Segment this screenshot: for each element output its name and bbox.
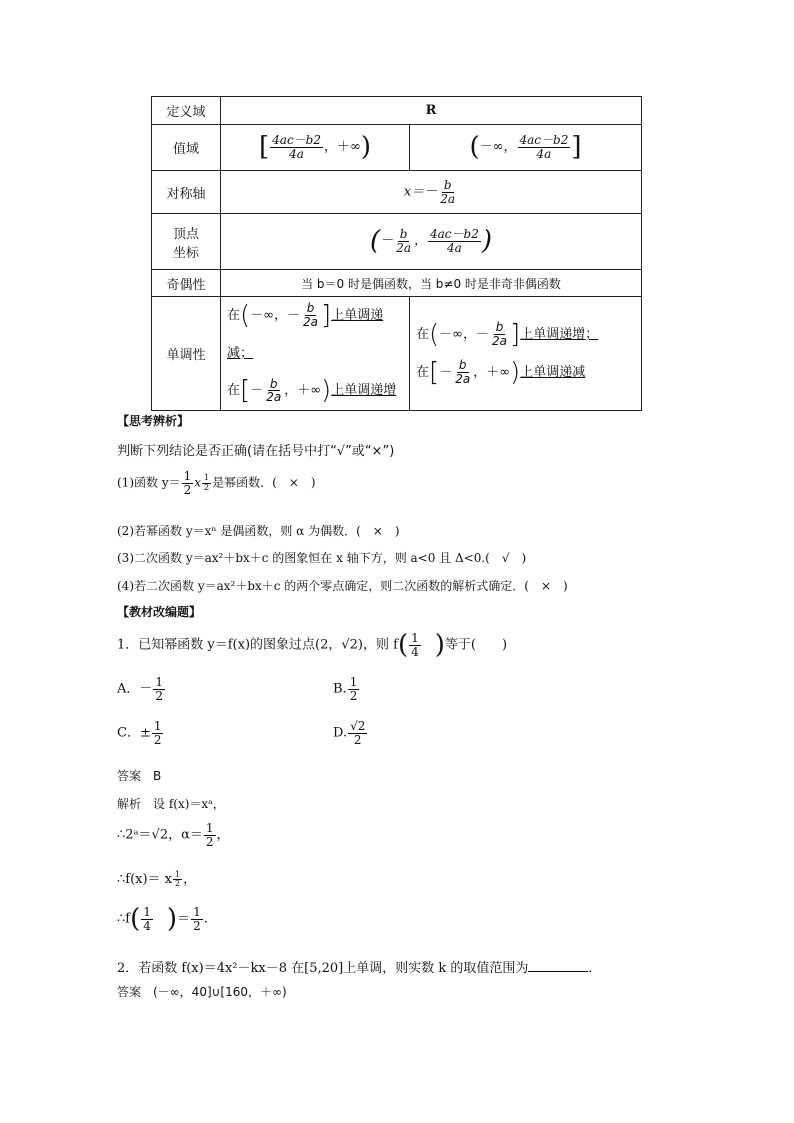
option-b: B. $\frac{1}{2}$ — [333, 675, 358, 703]
think-item-4: (4)若二次函数 y＝ax²＋bx＋c 的两个零点确定，则二次函数的解析式确定．( × ) — [117, 579, 568, 593]
analysis-step-3: ∴f( $\frac{1}{4}$ )＝ $\frac{1}{2}$ . — [117, 904, 208, 935]
option-a: A．－ $\frac{1}{2}$ — [117, 675, 164, 703]
answer-2: 答案 (－∞，40]∪[160，＋∞) — [117, 985, 287, 999]
parity-value: 当 b＝0 时是偶函数，当 b≠0 时是非奇非偶函数 — [221, 270, 642, 297]
question-1: 1．已知幂函数 y＝f(x)的图象过点(2，√2)，则 f( $\frac{1}{4}$ )等于( ) — [117, 630, 508, 661]
answer-blank[interactable] — [528, 959, 588, 972]
question-2: 2．若函数 f(x)＝4x²－kx－8 在[5,20]上单调，则实数 k 的取值范围为 ． — [117, 961, 602, 976]
answer-1: 答案 B — [117, 769, 162, 783]
think-heading: 【思考辨析】 — [117, 414, 190, 428]
analysis-step-2: ∴f(x)＝ x $\frac{1}{2}$ ， — [117, 869, 197, 888]
domain-label: 定义域 — [152, 97, 221, 125]
table-row-domain — [152, 97, 642, 125]
analysis-step-1: ∴2ᵃ＝√2，α＝ $\frac{1}{2}$ ， — [117, 821, 230, 849]
option-d: D. $\frac{√2}{2}$ — [333, 719, 366, 747]
axis-label: 对称轴 — [152, 171, 221, 214]
analysis-1: 解析 设 f(x)＝xᵃ， — [117, 797, 225, 811]
think-instruction: 判断下列结论是否正确(请在括号中打“√”或“×”) — [117, 444, 395, 459]
textbook-heading: 【教材改编题】 — [117, 605, 202, 619]
range-a-positive: [ $\frac{4ac-b2}{4a}$ ，＋∞) — [221, 125, 410, 171]
table-row-parity — [152, 270, 642, 297]
table-row-axis — [152, 171, 642, 214]
table-row-monotonicity — [152, 297, 642, 411]
think-item-3: (3)二次函数 y＝ax²＋bx＋c 的图象恒在 x 轴下方，则 a<0 且 Δ<0.( √ ) — [117, 551, 527, 565]
parity-label: 奇偶性 — [152, 270, 221, 297]
quadratic-properties-table — [151, 96, 642, 411]
vertex-label: 顶点 坐标 — [152, 214, 221, 270]
mono-a-negative: 在(－∞，－ $\frac{b}{2a}$ ]上单调递增； 在[－ $\frac{b}{2a}$ ，＋∞)上单调递减 — [410, 297, 642, 411]
think-item-1: (1)函数 y＝ $\frac{1}{2}$ x $\frac{1}{2}$ 是幂函数．( × ) — [117, 469, 316, 497]
range-a-negative: (－∞， $\frac{4ac-b2}{4a}$ ] — [410, 125, 642, 171]
range-label: 值域 — [152, 125, 221, 171]
mono-label: 单调性 — [152, 297, 221, 411]
think-item-2: (2)若幂函数 y＝xⁿ 是偶函数，则 α 为偶数．( × ) — [117, 524, 400, 538]
table-row-vertex — [152, 214, 642, 270]
mono-a-positive: 在(－∞，－ $\frac{b}{2a}$ ]上单调递减； 在[－ $\frac{b}{2a}$ ，＋∞)上单调递增 — [221, 297, 410, 411]
axis-value: x＝－ $\frac{b}{2a}$ — [221, 171, 642, 214]
option-c: C．± $\frac{1}{2}$ — [117, 719, 162, 747]
table-row-range — [152, 125, 642, 171]
domain-value: R — [221, 97, 642, 125]
vertex-value: (－ $\frac{b}{2a}$ ， $\frac{4ac-b2}{4a}$ ) — [221, 214, 642, 270]
